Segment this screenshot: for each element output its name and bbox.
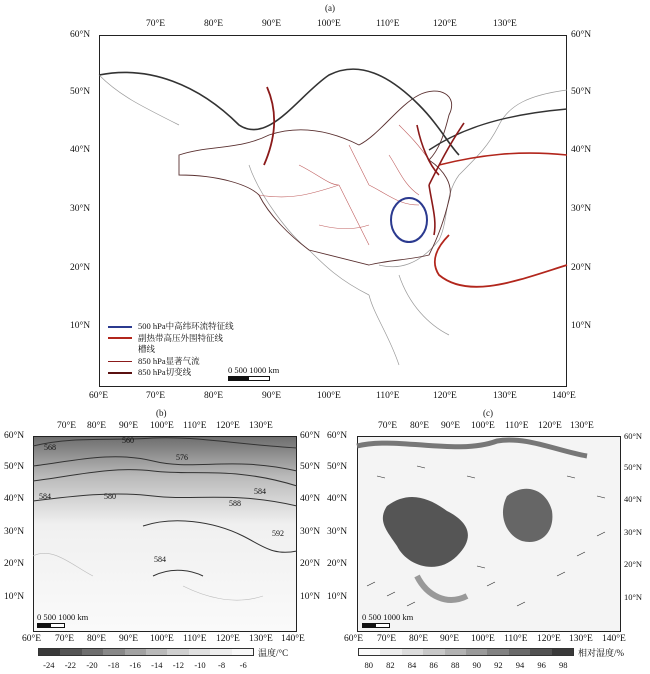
panel-c-top-lon-2: 80°E [410,421,430,431]
panel-a-right-lat-4: 20°N [571,263,592,273]
panel-b-top-lon-5: 110°E [183,421,207,431]
panel-c-right-lat-5: 10°N [624,592,643,602]
panel-b-left-lat-4: 20°N [4,559,25,569]
panel-c-top-lon-6: 120°E [538,421,562,431]
panel-b-right-lat-2: 40°N [300,494,321,504]
panel-c-bottom-lon-2: 80°E [409,634,429,644]
panel-b-contours [33,436,297,632]
panel-a-bottom-lon-1: 70°E [146,391,166,401]
panel-c-right-lat-1: 50°N [624,462,643,472]
panel-c-label: (c) [483,408,493,418]
colorbar-swatch [103,649,124,655]
legend-item-trough [108,344,234,356]
panel-a-bottom-lon-0: 60°E [89,391,109,401]
legend-item-850-flow [108,356,234,368]
colorbar-tick-label: 82 [386,660,395,670]
panel-b-left-lat-3: 30°N [4,527,25,537]
panel-c-top-lon-5: 110°E [505,421,529,431]
panel-c-bottom-lon-4: 100°E [471,634,495,644]
panel-b-top-lon-6: 120°E [216,421,240,431]
panel-a-label: (a) [325,3,335,13]
scale-bar-graphic [228,376,270,381]
panel-a-right-lat-3: 30°N [571,204,592,214]
colorbar-swatch [530,649,551,655]
colorbar-swatch [189,649,210,655]
scale-bar-graphic [37,623,65,628]
panel-b-bottom-lon-6: 120°E [216,634,240,644]
panel-a-top-lon-6: 120°E [433,19,457,29]
colorbar-tick-label: -18 [107,660,120,670]
panel-b-right-lat-3: 30°N [300,527,321,537]
contour-label: 584 [39,492,51,501]
colorbar-swatch [39,649,60,655]
panel-a-bottom-lon-5: 110°E [376,391,400,401]
panel-c-left-lat-4: 20°N [327,559,348,569]
contour-label: 560 [122,436,134,445]
colorbar-tick-label: 80 [364,660,374,670]
colorbar-tick-label: -20 [86,660,98,670]
panel-a-right-lat-2: 40°N [571,145,592,155]
panel-a-left-lat-5: 10°N [70,321,91,331]
panel-b-bottom-lon-2: 80°E [87,634,107,644]
colorbar-tick-label: 84 [407,660,417,670]
panel-c-colorbar-label: 相对湿度/% [578,648,624,658]
panel-b-top-lon-1: 70°E [57,421,77,431]
legend-label: 850 hPa显著气流 [138,355,200,366]
panel-c-top-lon-3: 90°E [441,421,461,431]
panel-a-right-lat-5: 10°N [571,321,592,331]
panel-a-top-lon-1: 70°E [146,19,166,29]
contour-label: 576 [176,453,188,462]
panel-b-colorbar-label: 温度/°C [258,648,289,658]
colorbar-swatch [552,649,573,655]
panel-c-colorbar [358,648,574,656]
panel-b-right-lat-4: 20°N [300,559,321,569]
panel-a-bottom-lon-2: 80°E [204,391,224,401]
colorbar-tick-label: -22 [64,660,77,670]
panel-a-bottom-lon-7: 130°E [493,391,517,401]
colorbar-tick-label: -10 [194,660,206,670]
panel-c-left-lat-5: 10°N [327,592,348,602]
panel-a-bottom-lon-4: 100°E [317,391,341,401]
panel-b-bottom-lon-8: 140°E [281,634,305,644]
contour-label: 584 [154,555,166,564]
contour-label: 584 [254,487,266,496]
colorbar-swatch [402,649,423,655]
panel-c-left-lat-2: 40°N [327,494,348,504]
colorbar-swatch [167,649,188,655]
colorbar-swatch [359,649,380,655]
panel-b-bottom-lon-1: 70°E [55,634,75,644]
legend-item-subtropical-high [108,333,234,345]
panel-a-bottom-lon-6: 120°E [433,391,457,401]
panel-b-left-lat-1: 50°N [4,462,25,472]
colorbar-swatch [509,649,530,655]
panel-b-top-lon-3: 90°E [119,421,139,431]
panel-b-colorbar [38,648,254,656]
legend-label: 副热带高压外围特征线 [138,332,224,343]
panel-c-right-lat-3: 30°N [624,527,643,537]
scale-bar-graphic [362,623,390,628]
legend-item-circulation [108,321,234,333]
panel-a-left-lat-1: 50°N [70,87,91,97]
panel-c-right-lat-0: 60°N [624,431,643,441]
panel-a-top-lon-5: 110°E [376,19,400,29]
panel-c-bottom-lon-5: 110°E [504,634,528,644]
colorbar-tick-label: 88 [450,660,460,670]
colorbar-tick-label: 98 [558,660,568,670]
panel-b-left-lat-5: 10°N [4,592,25,602]
panel-a-top-lon-2: 80°E [204,19,224,29]
colorbar-tick-label: 92 [494,660,503,670]
colorbar-tick-label: 86 [429,660,438,670]
panel-b-bottom-lon-5: 110°E [183,634,207,644]
panel-a-top-lon-4: 100°E [317,19,341,29]
panel-a-right-lat-0: 60°N [571,30,592,40]
panel-a-left-lat-2: 40°N [70,145,91,155]
panel-c-humidity [357,436,621,632]
panel-c-right-lat-2: 40°N [624,494,643,504]
panel-c-map [357,436,621,632]
colorbar-swatch [82,649,103,655]
panel-a-left-lat-3: 30°N [70,204,91,214]
colorbar-tick-label: -24 [43,660,55,670]
scale-bar-label: 0 500 1000 km [37,612,89,622]
colorbar-tick-label: 94 [515,660,525,670]
scale-bar-label: 0 500 1000 km [228,365,280,375]
panel-c-left-lat-1: 50°N [327,462,348,472]
legend-label: 槽线 [138,344,156,354]
panel-a-top-lon-7: 130°E [493,19,517,29]
contour-label: 568 [44,443,56,452]
colorbar-swatch [125,649,146,655]
colorbar-swatch [487,649,508,655]
panel-c-scale-bar [362,612,413,628]
colorbar-tick-label: -6 [239,660,247,670]
panel-b-bottom-lon-3: 90°E [119,634,139,644]
panel-c-bottom-lon-8: 140°E [602,634,626,644]
panel-c-bottom-lon-1: 70°E [377,634,397,644]
panel-c-bottom-lon-0: 60°E [344,634,364,644]
colorbar-tick-label: -8 [218,660,226,670]
panel-c-top-lon-1: 70°E [378,421,398,431]
panel-b-bottom-lon-0: 60°E [22,634,42,644]
panel-b-top-lon-4: 100°E [150,421,174,431]
legend-label: 850 hPa切变线 [138,367,192,377]
scale-bar-label: 0 500 1000 km [362,612,414,622]
panel-b-bottom-lon-4: 100°E [150,634,174,644]
panel-a-right-lat-1: 50°N [571,87,592,97]
colorbar-tick-label: -16 [129,660,141,670]
panel-b-top-lon-2: 80°E [87,421,107,431]
panel-c-right-lat-4: 20°N [624,559,643,569]
colorbar-swatch [146,649,167,655]
panel-c-left-lat-0: 60°N [327,431,348,441]
colorbar-tick-label: 90 [472,660,482,670]
panel-c-left-lat-3: 30°N [327,527,348,537]
panel-c-bottom-lon-3: 90°E [440,634,460,644]
panel-c-top-lon-7: 130°E [570,421,594,431]
panel-b-right-lat-0: 60°N [300,431,321,441]
panel-b-top-lon-7: 130°E [249,421,273,431]
legend-label: 500 hPa中高纬环流特征线 [138,321,234,331]
colorbar-swatch [445,649,466,655]
legend-item-850-shear [108,367,234,379]
colorbar-swatch [423,649,444,655]
colorbar-swatch [232,649,253,655]
colorbar-swatch [210,649,231,655]
panel-b-right-lat-1: 50°N [300,462,321,472]
panel-a-left-lat-4: 20°N [70,263,91,273]
panel-a-legend [108,321,234,379]
panel-b-right-lat-5: 10°N [300,592,321,602]
panel-c-bottom-lon-6: 120°E [537,634,561,644]
panel-b-left-lat-2: 40°N [4,494,25,504]
panel-a-left-lat-0: 60°N [70,30,91,40]
panel-c-top-lon-4: 100°E [471,421,495,431]
panel-b-label: (b) [156,408,167,418]
contour-label: 588 [229,499,241,508]
panel-b-scale-bar [37,612,88,628]
colorbar-swatch [60,649,81,655]
contour-label: 580 [104,492,116,501]
panel-a-bottom-lon-8: 140°E [552,391,576,401]
colorbar-swatch [466,649,487,655]
contour-label: 592 [272,529,284,538]
panel-b-map [33,436,297,632]
panel-b-bottom-lon-7: 130°E [249,634,273,644]
panel-a-scale-bar [228,365,279,381]
colorbar-tick-label: -12 [172,660,185,670]
colorbar-tick-label: -14 [151,660,163,670]
panel-a-top-lon-3: 90°E [262,19,282,29]
colorbar-swatch [380,649,401,655]
panel-b-left-lat-0: 60°N [4,431,25,441]
colorbar-tick-label: 96 [537,660,546,670]
panel-a-bottom-lon-3: 90°E [262,391,282,401]
panel-c-bottom-lon-7: 130°E [569,634,593,644]
